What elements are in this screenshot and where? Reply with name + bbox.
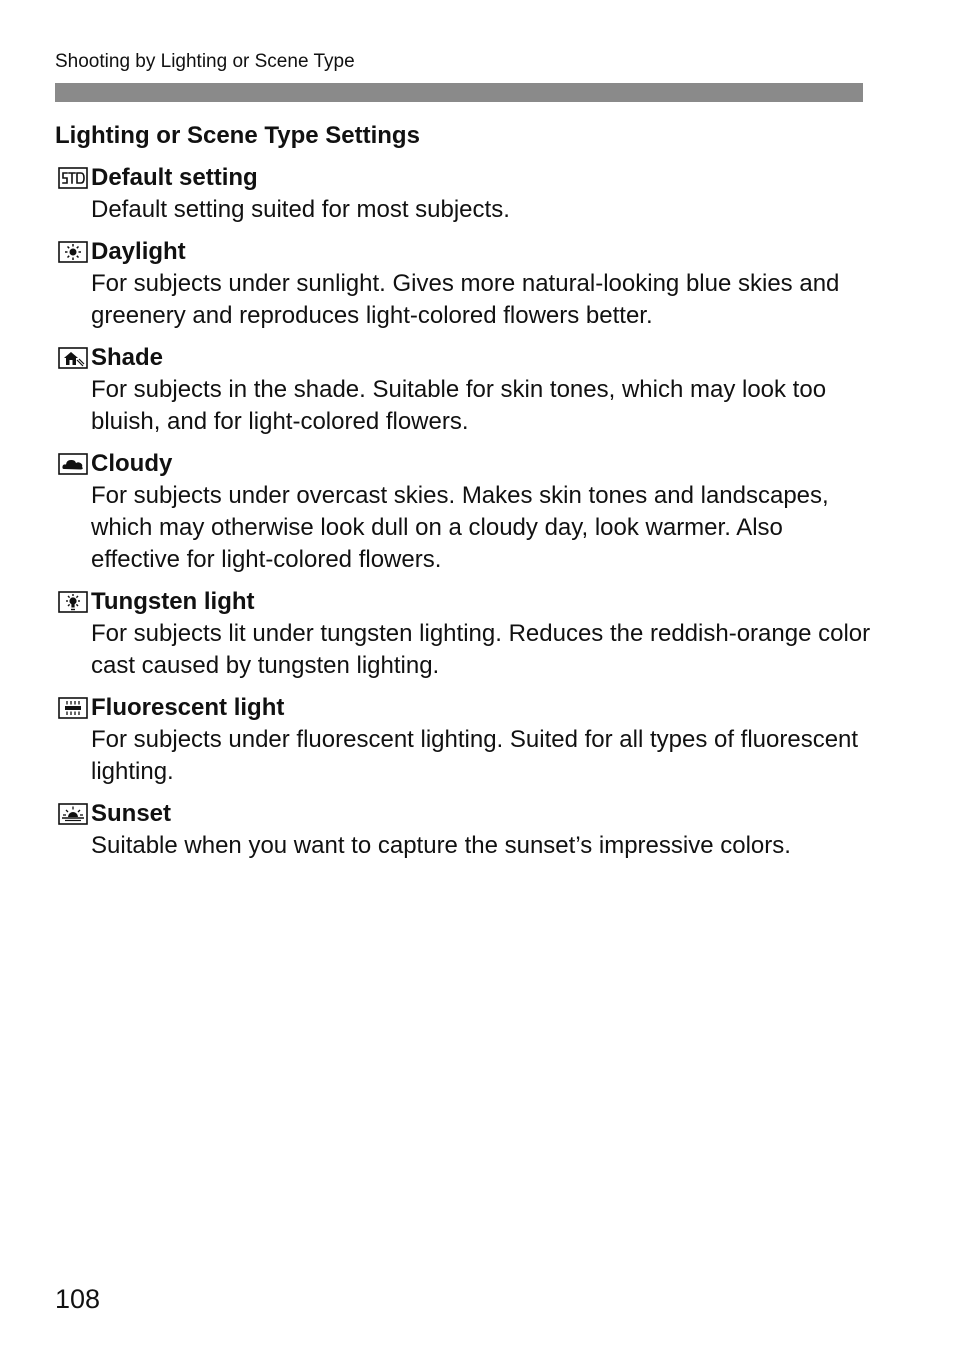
daylight-sun-icon [58, 241, 88, 263]
entry-cloudy [55, 448, 875, 576]
entry-description: For subjects under sunlight. Gives more natural-looking blue skies and greenery and reproduces light-colored flowers better. [91, 270, 840, 329]
page-number: 108 [55, 1284, 101, 1314]
tungsten-bulb-icon [58, 591, 88, 613]
entry-default-setting [55, 162, 875, 226]
header-rule-bar [55, 83, 863, 102]
entry-name: Tungsten light [91, 588, 255, 615]
entry-name: Daylight [91, 238, 186, 265]
entry-name: Fluorescent light [91, 694, 285, 721]
entry-name: Default setting [91, 164, 258, 191]
entry-daylight [55, 236, 875, 332]
fluorescent-tube-icon [58, 697, 88, 719]
entry-description: Suitable when you want to capture the sunset’s impressive colors. [91, 832, 791, 859]
entry-shade [55, 342, 875, 438]
entry-sunset [55, 798, 875, 862]
entry-name: Sunset [91, 800, 172, 827]
entry-description: Default setting suited for most subjects. [91, 196, 510, 223]
entry-name: Shade [91, 344, 164, 371]
shade-house-icon [58, 347, 88, 369]
std-icon [58, 167, 88, 189]
entry-tungsten-light [55, 586, 875, 682]
entry-name: Cloudy [91, 450, 173, 477]
section-title: Lighting or Scene Type Settings [55, 122, 420, 149]
running-header: Shooting by Lighting or Scene Type [55, 51, 355, 72]
sunset-icon [58, 803, 88, 825]
entry-description: For subjects lit under tungsten lighting. Reduces the reddish-orange color cast caused by tungsten lighting. [91, 620, 871, 679]
entry-fluorescent-light [55, 692, 875, 788]
entry-description: For subjects under fluorescent lighting. Suited for all types of fluorescent lighting. [91, 726, 859, 785]
entry-description: For subjects in the shade. Suitable for skin tones, which may look too bluish, and for light-colored flowers. [91, 376, 827, 435]
cloudy-cloud-icon [58, 453, 88, 475]
entry-description: For subjects under overcast skies. Makes skin tones and landscapes, which may otherwise look dull on a cloudy day, look warmer. Also effective for light-colored flowers. [91, 482, 829, 573]
settings-list [55, 162, 875, 872]
